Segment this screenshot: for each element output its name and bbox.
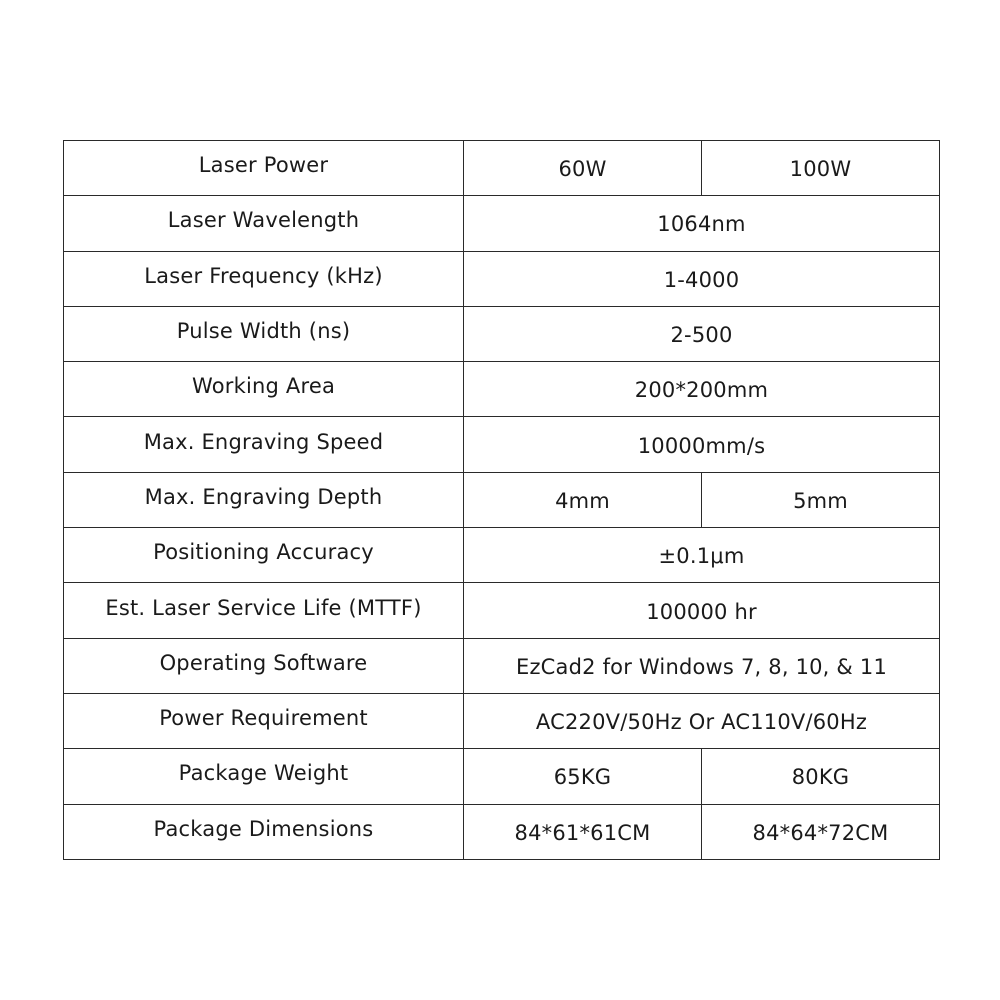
cell-value: 84*61*61CM bbox=[464, 804, 702, 859]
cell-value: 60W bbox=[464, 141, 702, 196]
row-label: Positioning Accuracy bbox=[64, 528, 464, 583]
table-row-positioning-accuracy bbox=[64, 528, 940, 583]
table-row-laser-frequency bbox=[64, 251, 940, 306]
table-row-engraving-speed bbox=[64, 417, 940, 472]
row-label: Package Weight bbox=[64, 749, 464, 804]
row-label: Pulse Width (ns) bbox=[64, 306, 464, 361]
table-row-engraving-depth bbox=[64, 472, 940, 527]
cell-value: 84*64*72CM bbox=[702, 804, 940, 859]
row-label: Working Area bbox=[64, 362, 464, 417]
cell-value: 5mm bbox=[702, 472, 940, 527]
row-label: Max. Engraving Speed bbox=[64, 417, 464, 472]
table-row-pulse-width bbox=[64, 306, 940, 361]
table-row-laser-power bbox=[64, 141, 940, 196]
row-label: Laser Frequency (kHz) bbox=[64, 251, 464, 306]
row-label: Power Requirement bbox=[64, 693, 464, 748]
table-row-operating-software bbox=[64, 638, 940, 693]
cell-value: 65KG bbox=[464, 749, 702, 804]
cell-value: 4mm bbox=[464, 472, 702, 527]
cell-value: 1-4000 bbox=[464, 251, 940, 306]
row-label: Laser Wavelength bbox=[64, 196, 464, 251]
cell-value: 100000 hr bbox=[464, 583, 940, 638]
cell-value: EzCad2 for Windows 7, 8, 10, & 11 bbox=[464, 638, 940, 693]
row-label: Est. Laser Service Life (MTTF) bbox=[64, 583, 464, 638]
table-row-package-dimensions bbox=[64, 804, 940, 859]
table-row-working-area bbox=[64, 362, 940, 417]
cell-value: 100W bbox=[702, 141, 940, 196]
cell-value: 80KG bbox=[702, 749, 940, 804]
cell-value: 200*200mm bbox=[464, 362, 940, 417]
row-label: Operating Software bbox=[64, 638, 464, 693]
row-label: Laser Power bbox=[64, 141, 464, 196]
table-row-package-weight bbox=[64, 749, 940, 804]
table-row-service-life bbox=[64, 583, 940, 638]
cell-value: 10000mm/s bbox=[464, 417, 940, 472]
row-label: Max. Engraving Depth bbox=[64, 472, 464, 527]
cell-value: 2-500 bbox=[464, 306, 940, 361]
cell-value: 1064nm bbox=[464, 196, 940, 251]
spec-table bbox=[63, 140, 940, 860]
cell-value: ±0.1μm bbox=[464, 528, 940, 583]
row-label: Package Dimensions bbox=[64, 804, 464, 859]
table-row-power-requirement bbox=[64, 693, 940, 748]
table-row-laser-wavelength bbox=[64, 196, 940, 251]
cell-value: AC220V/50Hz Or AC110V/60Hz bbox=[464, 693, 940, 748]
